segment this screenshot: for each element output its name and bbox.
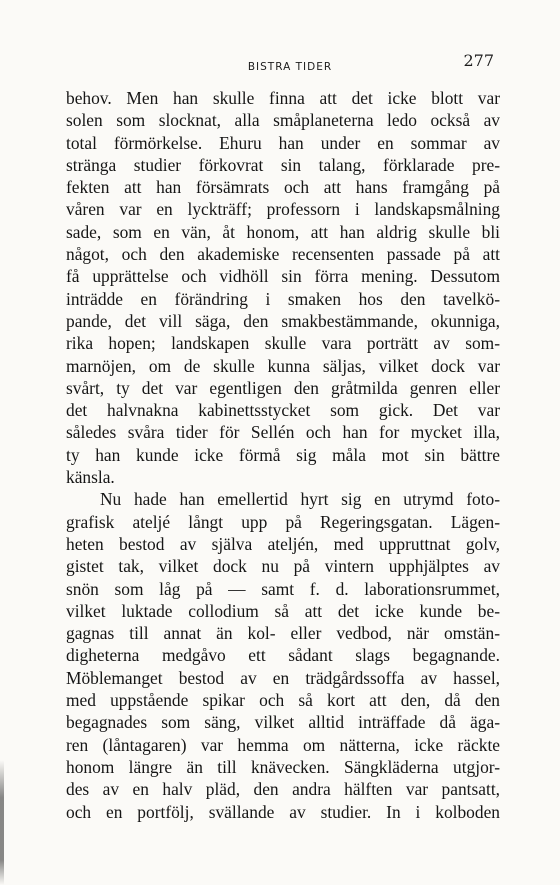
text-line: behov. Men han skulle finna att det icke blott var [66,88,500,108]
text-line: total förmörkelse. Ehuru han under en sommar av [66,132,500,153]
text-line: marnöjen, om de skulle kunna säljas, vilket dock var [66,355,500,376]
running-head: BISTRA TIDER [247,61,333,73]
body-text [66,87,500,823]
text-line: sade, som en vän, åt honom, att han aldrig skulle bli [66,221,500,242]
text-line: våren var en lyckträff; professorn i landskapsmålning [66,199,500,220]
text-line: gistet tak, vilket dock nu på vintern upphjälptes av [66,556,500,577]
text-line: något, och den akademiske recensenten passade på att [66,244,500,265]
text-line: gagnas till annat än kol- eller vedbod, när omstän- [66,623,500,644]
page-edge-shadow [0,760,4,885]
text-line: rika hopen; landskapen skulle vara porträtt av som- [66,333,500,354]
text-line: stränga studier förkovrat sin talang, förklarade pre- [66,154,500,175]
text-line: det halvnakna kabinettsstycket som gick. Det var [66,400,500,421]
text-line: pande, det vill säga, den smakbestämmande, okunniga, [66,310,500,331]
text-line: känsla. [66,467,115,488]
text-line: Nu hade han emellertid hyrt sig en utrymd foto- [100,489,500,510]
page-number: 277 [463,51,494,70]
text-line: fekten att han försämrats och att hans framgång på [66,177,500,198]
text-line: och en portfölj, svällande av studier. In i kolboden [66,801,500,822]
text-line: heten bestod av själva ateljén, med uppruttnat golv, [66,533,500,554]
text-line: solen som slocknat, alla småplaneterna ledo också av [66,110,500,131]
text-line: få upprättelse och vidhöll sin förra mening. Dessutom [66,266,500,287]
text-line: des av en halv pläd, den andra hälften var pantsatt, [66,779,500,800]
text-line: grafisk ateljé långt upp på Regeringsgatan. Lägen- [66,511,500,532]
text-line: således svåra tider för Sellén och han for mycket illa, [66,422,500,443]
text-line: honom längre än till knävecken. Sängkläderna utgjor- [66,756,500,777]
text-line: med uppstående spikar och så kort att den, då den [66,690,500,711]
text-line: snön som låg på — samt f. d. laborationsrummet, [66,578,500,599]
text-line: inträdde en förändring i smaken hos den tavelkö- [66,288,500,309]
text-line: ren (låntagaren) var hemma om nätterna, icke räckte [66,734,500,755]
text-line: vilket luktade collodium så att det icke kunde be- [66,600,500,621]
text-line: svårt, ty det var egentligen den gråtmilda genren eller [66,377,500,398]
text-line: Möblemanget bestod av en trädgårdssoffa av hassel, [66,667,500,688]
text-line: ty han kunde icke förmå sig måla mot sin bättre [66,444,500,465]
text-line: begagnades som säng, vilket alltid inträffade då äga- [66,712,500,733]
text-line: digheterna medgåvo ett sådant slags begagnande. [66,645,500,666]
